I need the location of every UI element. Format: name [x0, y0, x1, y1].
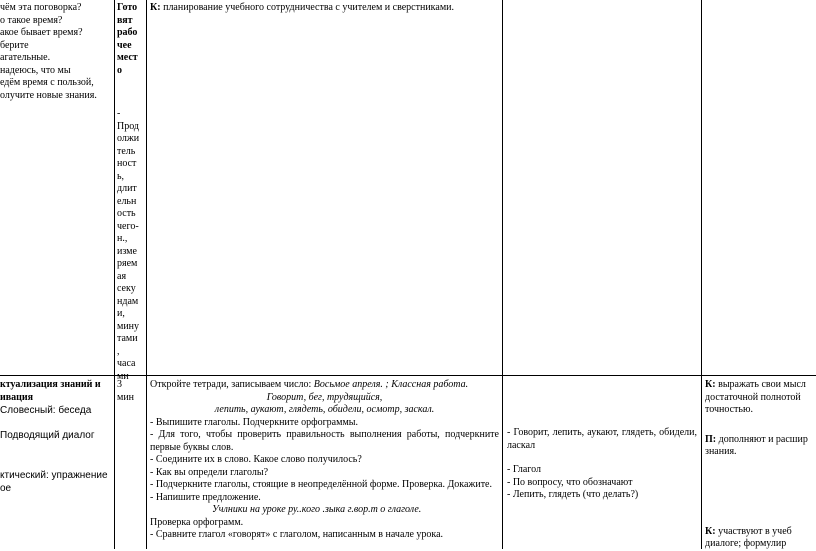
row1-col2-bold [117, 2, 145, 77]
row1-col2-line: ая [117, 270, 127, 282]
row1-col2-line: тами [117, 333, 138, 344]
row1-col1-line: акое бывает время? [0, 27, 83, 38]
method-item: Словесный: беседа [0, 405, 92, 416]
row1-col2-bold-line: Гото [117, 2, 138, 13]
stage-title-line: ивация [0, 391, 34, 403]
table-border-col2-left [114, 0, 115, 549]
task-item: - Соедините их в слово. Какое слово получилось? [150, 454, 362, 465]
words-line-1: Говорит, бег, трудящийся, [266, 391, 383, 403]
row1-col2-line: Прод [117, 120, 140, 132]
words-line-2: лепить, аукают, глядеть, обидели, осмотр, заскал. [214, 404, 435, 415]
competency-label-p: П: [705, 433, 717, 445]
table-border-col4-left [502, 0, 503, 549]
task-item: - Напишите предложение. [150, 491, 261, 503]
row1-col2-line: мину [117, 320, 140, 332]
row1-col1-line: надеюсь, что мы [0, 64, 71, 76]
row2-col1 [0, 379, 112, 495]
row1-col2-line: ь, [117, 170, 125, 182]
uud-text: выражать свои мысл [718, 379, 806, 390]
uud-p-line [705, 434, 816, 447]
competency-label-k: К: [705, 525, 716, 537]
row1-col2-line: и, [117, 308, 125, 319]
row1-col2-line: ельн [117, 195, 137, 207]
row1-col1-line: берите [0, 39, 29, 51]
task-item: - Для того, чтобы проверить правильность выполнения работы, подчеркните первые буквы слов. [150, 429, 499, 453]
row1-col1-line: олучите новые знания. [0, 89, 97, 101]
row1-col3 [150, 2, 500, 15]
uud-k2-line [705, 526, 816, 539]
task-item: - Выпишите глаголы. Подчеркните орфограммы. [150, 416, 358, 428]
row1-col2-line: , [117, 345, 120, 357]
row1-col2-line: ност [117, 158, 137, 169]
competency-text: планирование учебного сотрудничества с учителем и сверстниками. [163, 2, 455, 13]
intro-line [150, 379, 499, 392]
row1-col2-line: изме [117, 245, 137, 257]
row1-col1-line: чём эта поговорка? [0, 2, 82, 13]
row1-col2-line: ндам [117, 295, 139, 307]
intro-text: Откройте тетради, записываем число: [150, 379, 314, 390]
row1-col2-line: ми [117, 370, 129, 382]
competency-label-k: К: [705, 379, 716, 390]
row1-col2-line: часа [117, 358, 136, 369]
row1-col1-line: едём время с пользой, [0, 77, 94, 88]
uud-text: диалоге; формулир [705, 538, 787, 549]
row1-col2-line: тель [117, 145, 136, 157]
row1-col2-line: длит [117, 183, 137, 194]
uud-text: участвуют в учеб [718, 525, 792, 537]
uud-k1-line [705, 379, 816, 392]
uud-text: достаточной полнотой [705, 391, 801, 403]
competency-label-k: К: [150, 2, 161, 13]
row1-col1 [0, 2, 112, 102]
uud-text: точностью. [705, 404, 753, 415]
uud-text: знания. [705, 446, 737, 457]
table-border-col5-left [701, 0, 702, 549]
row1-col2-bold-line: вят [117, 14, 133, 26]
row1-col2-line: н., [117, 233, 128, 244]
row1-col2-bold-line: мест [117, 52, 138, 63]
row2-col4 [507, 427, 697, 502]
row2-col5 [705, 379, 816, 551]
row1-col2-bold-line: о [117, 64, 122, 76]
check-line: Проверка орфограмм. [150, 516, 244, 528]
row1-col2-line: чего- [117, 220, 139, 232]
row1-col2-line: секу [117, 283, 136, 294]
row2-col3 [150, 379, 499, 542]
row1-col2-line: олжи [117, 133, 140, 144]
row1-col1-line: о такое время? [0, 14, 63, 26]
student-answer-item: - Глагол [507, 464, 541, 475]
task-item: - Подчеркните глаголы, стоящие в неопределённой форме. Проверка. Докажите. [150, 479, 492, 490]
student-answer-item: - По вопросу, что обозначают [507, 476, 633, 488]
method-item: ктический: упражнение [0, 470, 108, 481]
method-item: Подводящий диалог [0, 429, 95, 441]
row1-col2-bold-line: чее [117, 39, 132, 51]
row1-col2-line: - [117, 108, 121, 119]
student-answer: - Говорит, лепить, аукают, глядеть, обидели, ласкал [507, 427, 697, 451]
uud-text: дополняют и расшир [718, 433, 808, 445]
table-border-col3-left [146, 0, 147, 549]
row1-col2-bold-line: рабо [117, 27, 138, 38]
row2-col2 [117, 379, 145, 404]
exercise-sentence: Учлники на уроке ру..кого .зыка г.вор.т о глаголе. [212, 504, 422, 515]
intro-date: Восьмое апреля. ; Классная работа. [313, 379, 469, 390]
row1-col2 [117, 108, 145, 383]
row1-col2-line: ость [117, 208, 136, 219]
row1-col1-line: агательные. [0, 52, 51, 63]
stage-title-line: ктуализация знаний и [0, 379, 101, 390]
method-item: ое [0, 482, 12, 494]
duration-unit: мин [117, 391, 135, 403]
student-answer-item: - Лепить, глядеть (что делать?) [507, 489, 639, 500]
row1-col2-line: ряем [117, 258, 138, 269]
duration-value: 3 [117, 379, 122, 390]
last-task: - Сравните глагол «говорят» с глаголом, написанным в начале урока. [150, 529, 444, 540]
task-item: - Как вы определи глаголы? [150, 466, 269, 478]
